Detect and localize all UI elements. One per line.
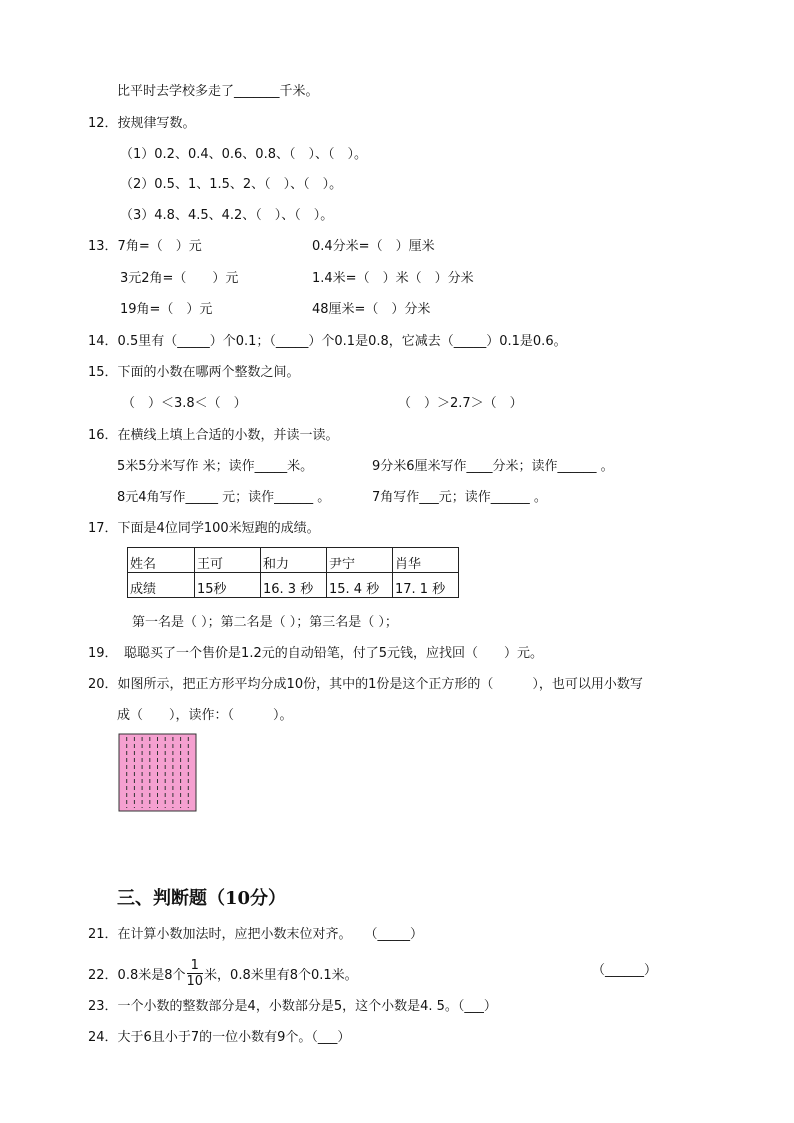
table-cell: 和力 [261, 548, 327, 573]
q22-text-pre: 22．0.8米是8个 [88, 968, 186, 983]
q13-item-b1: 3元2角=（ ）元 [120, 271, 239, 286]
table-cell: 16. 3 秒 [261, 573, 327, 598]
fraction-denominator: 10 [186, 974, 204, 989]
table-cell: 姓名 [128, 548, 195, 573]
q12-line-1: （1）0.2、0.4、0.6、0.8、（ ）、（ ）。 [120, 147, 367, 162]
q16-item-b: 9分米6厘米写作____分米；读作______ 。 [372, 459, 614, 474]
fraction [187, 958, 204, 989]
table-cell: 15. 4 秒 [327, 573, 393, 598]
table-cell: 17. 1 秒 [393, 573, 459, 598]
table-row [128, 548, 459, 573]
q16-title: 16．在横线上填上合适的小数，并读一读。 [88, 428, 339, 443]
fraction-numerator: 1 [187, 958, 204, 974]
q22-answer-blank: （______） [592, 963, 658, 978]
table-cell: 成绩 [128, 573, 195, 598]
q13-item-a2: 0.4分米=（ ）厘米 [312, 239, 435, 254]
q17-answer: 第一名是（ ）；第二名是（ ）；第三名是（ ）； [132, 615, 398, 630]
section-title: 三、判断题（10分） [117, 888, 287, 909]
table-cell: 王可 [195, 548, 261, 573]
table-cell: 15秒 [195, 573, 261, 598]
q22 [88, 960, 358, 991]
q19: 19． 聪聪买了一个售价是1.2元的自动铅笔，付了5元钱，应找回（ ）元。 [88, 646, 543, 661]
q11-tail: 比平时去学校多走了_______千米。 [117, 84, 319, 99]
q20-line-1: 20．如图所示，把正方形平均分成10份，其中的1份是这个正方形的（ ），也可以用小数写 [88, 677, 643, 692]
score-table [127, 547, 459, 598]
table-row [128, 573, 459, 598]
q16-item-d: 7角写作___元；读作______ 。 [372, 490, 547, 505]
q16-item-c: 8元4角写作_____ 元；读作______ 。 [117, 490, 331, 505]
q12-line-2: （2）0.5、1、1.5、2、（ ）、（ ）。 [120, 177, 343, 192]
q21: 21．在计算小数加法时，应把小数末位对齐。 （_____） [88, 927, 424, 942]
q24: 24．大于6且小于7的一位小数有9个。（___） [88, 1030, 351, 1045]
q22-text-post: 米，0.8米里有8个0.1米。 [204, 968, 358, 983]
q13-item-c2: 48厘米=（ ）分米 [312, 302, 431, 317]
q16-item-a: 5米5分米写作 米；读作_____米。 [117, 459, 314, 474]
q23: 23．一个小数的整数部分是4，小数部分是5，这个小数是4. 5。（___） [88, 999, 497, 1014]
table-cell: 肖华 [393, 548, 459, 573]
q15-item-b: （ ）＞2.7＞（ ） [398, 396, 523, 411]
q15-item-a: （ ）＜3.8＜（ ） [122, 396, 247, 411]
q15-title: 15．下面的小数在哪两个整数之间。 [88, 365, 300, 380]
q12-line-3: （3）4.8、4.5、4.2、（ ）、（ ）。 [120, 208, 334, 223]
divided-square-figure [118, 733, 198, 812]
q14: 14．0.5里有（_____）个0.1；（_____）个0.1是0.8，它减去（_____）0.1是0.6。 [88, 334, 567, 349]
q13-item-a1: 13．7角=（ ）元 [88, 239, 202, 254]
q17-title: 17．下面是4位同学100米短跑的成绩。 [88, 521, 320, 536]
q13-item-b2: 1.4米=（ ）米（ ）分米 [312, 271, 474, 286]
q12-title: 12．按规律写数。 [88, 116, 196, 131]
table-cell: 尹宁 [327, 548, 393, 573]
q20-line-2: 成（ ），读作：（ ）。 [117, 708, 293, 723]
q13-item-c1: 19角=（ ）元 [120, 302, 213, 317]
